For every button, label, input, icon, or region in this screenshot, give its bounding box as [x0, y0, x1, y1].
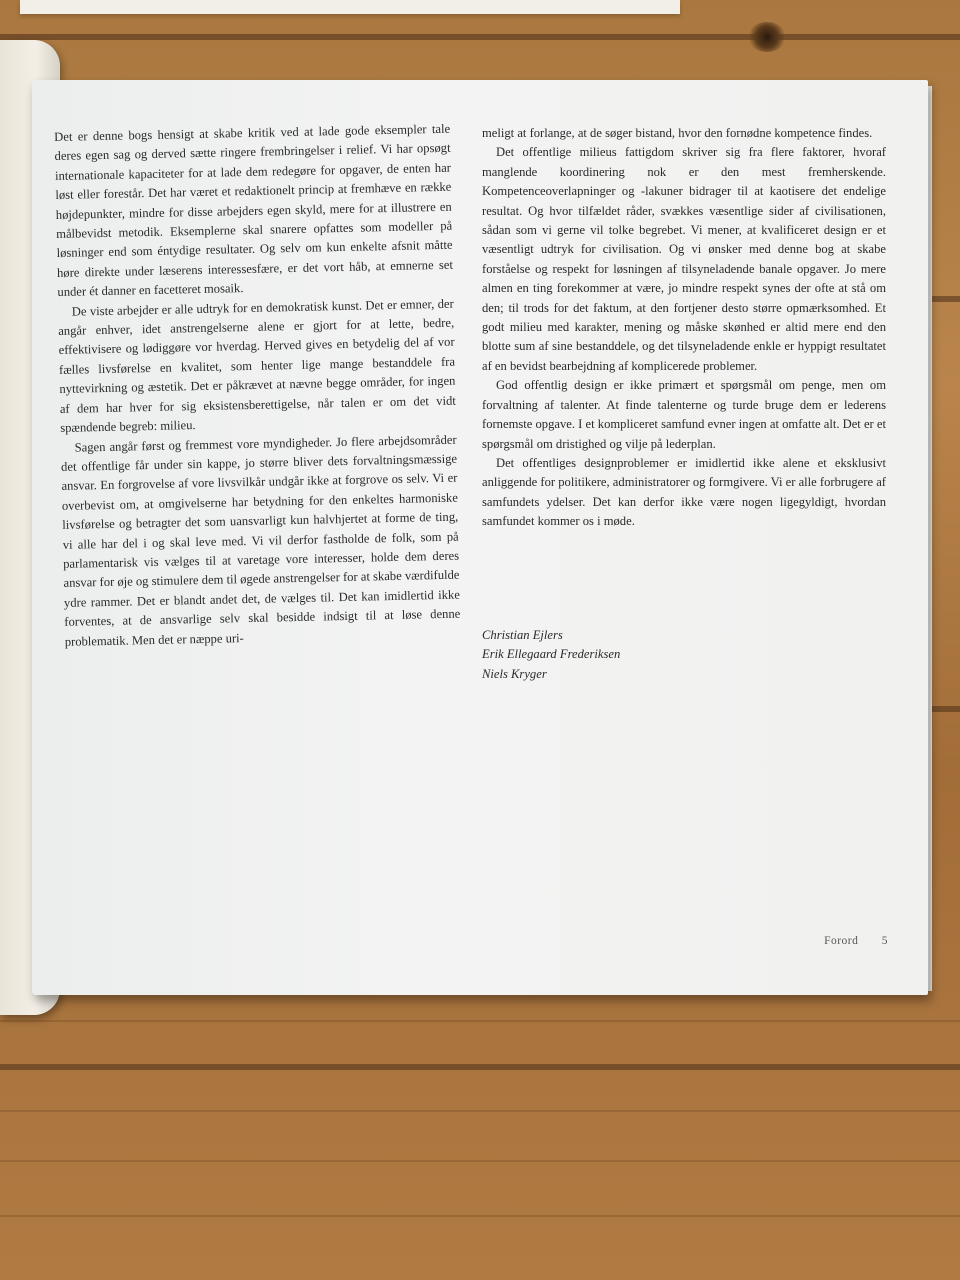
wood-grain	[0, 1110, 960, 1112]
wood-grain	[0, 1160, 960, 1162]
paragraph: De viste arbejder er alle udtryk for en demokratisk kunst. Det er emner, der angår enhver, idet anstrengelserne alene er gjort for at lette, bedre, effektivisere og lødiggøre vor hverdag. Herved gives en betydelig del af vor fælles livsførelse en kvalitet, som henter lige mange bestanddele fra nyttevirkning og æstetik. Det er påkrævet at nævne begge områder, for ingen af dem har hver for sig eksistensberettigelse, når talen er om det vidt spændende begreb: milieu.	[58, 296, 456, 436]
page-number: 5	[881, 935, 888, 947]
paragraph: God offentlig design er ikke primært et spørgsmål om penge, men om forvaltning af talenter. At finde talenterne og turde bruge dem er lederens fornemste opgave. I et kompliceret samfund evner ingen at omfatte alt. Det er et spørgsmål om dristighed og vilje på lederplan.	[482, 378, 886, 451]
floor-seam	[930, 706, 960, 712]
floor-seam	[930, 296, 960, 302]
wood-grain	[0, 1020, 960, 1022]
section-title: Forord	[824, 935, 859, 947]
author-name: Niels Kryger	[482, 666, 547, 681]
book-page	[32, 80, 928, 995]
paragraph: Det offentlige milieus fattigdom skriver sig fra flere faktorer, hvoraf manglende koordinering nok er den mest fremherskende. Kompetenceoverlapninger og -lakuner bidrager til at kaotisere det endelige resultat. Og hvor tilfældet råder, svækkes væsentlige sider af civilisationen, sådan som vi gerne vil tolke begrebet. Vi mener, at kvalificeret design er et væsentligt udtryk for civilisation. Og vi ønsker med denne bog at skabe forståelse og respekt for løsningen af tilsyneladende banale opgaver. Jo mere almen en ting forekommer at være, jo mindre respekt synes der ofte at stå om den; til trods for det faktum, at den fortjener desto større opmærksomhed. Et godt milieu med karakter, mening og måske skønhed er altid mere end den blotte sum af sine bestanddele, og det tilsyneladende enkle er hyppigt resultatet af en bevidst bearbejdning af komplicerede problemer.	[482, 145, 886, 373]
floor-seam	[0, 34, 960, 40]
paragraph: Det er denne bogs hensigt at skabe kritik ved at lade gode eksempler tale deres egen sag og derved sætte ringere frembringelser i relief. Vi har opsøgt internationale kapaciteter for at lade dem redegøre for opgaver, de enten har løst eller forestår. Det har været et redaktionelt princip at fremhæve en række højdepunkter, mindre for disse arbejders egen skyld, mere for at illustrere en målbevidst metodik. Eksemplerne skal snarere opfattes som modeller på løsninger end som éntydige resultater. Og selv om kun enkelte afsnit måtte høre direkte under læserens interessesfære, er det vort håb, at emnerne set under ét danner en facetteret mosaik.	[54, 121, 454, 300]
floor-seam	[0, 1064, 960, 1070]
paragraph: Det offentliges designproblemer er imidlertid ikke alene et eksklusivt anliggende for politikere, administratorer og formgivere. Vi er alle forbrugere af samfundets ydelser. Det kan derfor ikke være nogen ligegyldigt, hvordan samfundet kommer os i møde.	[482, 455, 886, 529]
paragraph: Sagen angår først og fremmest vore myndigheder. Jo flere arbejdsområder det offentlige får under sin kappe, jo større bliver dets forvaltningsmæssige ansvar. En forgrovelse af vore livsvilkår undgår ikke at forgrove os selv. Vi er overbevist om, at omgivelserne har betydning for den enkeltes harmoniske livsførelse og betragter det som uansvarligt kun halvhjertet at forme de ting, vi alle har del i og skal leve med. Vi vil derfor fastholde de folk, som på parlamentarisk vis vælges til at varetage vore interesser, holde dem deres ansvar for øje og stimulere dem til øgede anstrengelser for at skabe værdifulde ydre rammer. Det er blandt andet det, de vælges til. Det kan imidlertid ikke forventes, at de ansvarlige selv skal besidde indsigt til at løse denne problematik. Men det er næppe uri-	[60, 432, 461, 649]
wood-knot	[748, 22, 786, 52]
left-text-column	[54, 120, 461, 652]
signature-block	[482, 626, 620, 684]
author-name: Erik Ellegaard Frederiksen	[482, 647, 621, 662]
page-footer	[804, 935, 888, 947]
background-paper	[20, 0, 680, 14]
paragraph: meligt at forlange, at de søger bistand, hvor den fornødne kompetence findes.	[482, 126, 873, 140]
wood-grain	[0, 1215, 960, 1217]
right-text-column	[482, 124, 886, 532]
author-name: Christian Ejlers	[482, 628, 563, 642]
